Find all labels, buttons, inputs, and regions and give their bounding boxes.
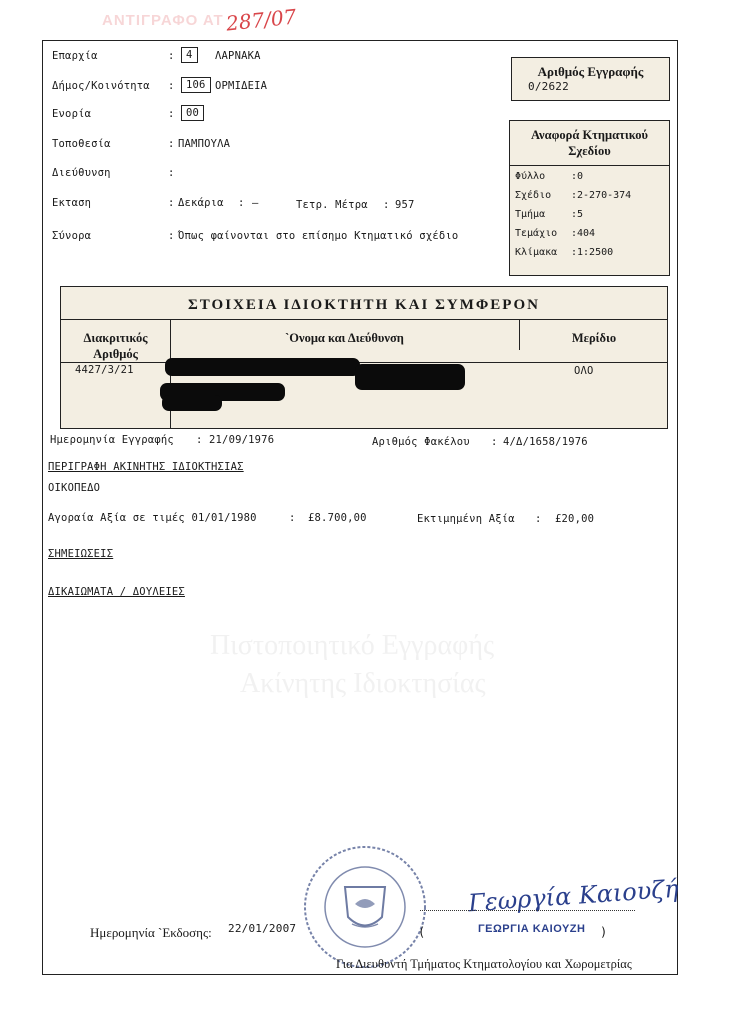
dimos-code: 106 xyxy=(181,77,211,93)
col-header-share: Μερίδιο xyxy=(571,331,617,345)
description-heading: ΠΕΡΙΓΡΑΦΗ ΑΚΙΝΗΤΗΣ ΙΔΙΟΚΤΗΣΙΑΣ xyxy=(48,461,244,473)
issue-label: Ημερομηνία `Εκδοσης: xyxy=(90,925,212,940)
footer-text: Για Διευθυντή Τμήματος Κτηματολογίου και Χωρομετρίας xyxy=(336,957,632,971)
dimos-value: ΟΡΜΙΔΕΙΑ xyxy=(215,80,268,92)
label-eparchia: Επαρχία xyxy=(52,50,98,62)
handwritten-reference: 287/07 xyxy=(224,4,298,36)
redaction-bar xyxy=(162,395,222,411)
eparchia-code: 4 xyxy=(181,47,198,63)
topothesia-value: ΠΑΜΠΟΥΛΑ xyxy=(178,138,231,150)
estimated-value-label: Εκτιμημένη Αξία xyxy=(417,513,515,525)
watermark-line-2: Ακίνητης Ιδιοκτησίας xyxy=(240,668,486,699)
file-value: 4/Δ/1658/1976 xyxy=(503,436,588,448)
colon: : xyxy=(168,108,175,120)
cadastral-row xyxy=(515,247,613,258)
redaction-bar xyxy=(355,364,465,390)
eparchia-value: ΛΑΡΝΑΚΑ xyxy=(215,50,261,62)
file-label: Αριθμός Φακέλου xyxy=(372,436,470,448)
colon: : xyxy=(196,434,203,446)
colon: : xyxy=(168,230,175,242)
cadastral-row-value: :0 xyxy=(571,171,584,182)
colon: : xyxy=(289,512,296,524)
col-header-id-1: Διακριτικός xyxy=(83,331,148,345)
colon: : xyxy=(168,138,175,150)
estimated-value: £20,00 xyxy=(555,513,595,525)
watermark-line-1: Πιστοποιητικό Εγγραφής xyxy=(210,630,495,661)
colon: : xyxy=(168,167,175,179)
cadastral-title-1: Αναφορά Κτηματικού xyxy=(530,128,649,142)
registration-title: Αριθμός Εγγραφής xyxy=(537,64,644,79)
label-enoria: Ενορία xyxy=(52,108,92,120)
cadastral-row-label: Φύλλο xyxy=(515,171,546,182)
signature-handwritten: Γεωργία Καιουζή xyxy=(467,874,680,918)
owners-table xyxy=(60,286,668,429)
label-ektasi: Εκταση xyxy=(52,197,92,209)
dekaria-value: — xyxy=(252,197,259,209)
enoria-code: 00 xyxy=(181,105,204,121)
colon: : xyxy=(383,199,390,211)
cadastral-row-label: Τεμάχιο xyxy=(515,228,558,239)
signature-open-paren: ( xyxy=(418,925,426,939)
issue-date: 22/01/2007 xyxy=(228,922,297,935)
cadastral-panel xyxy=(509,120,670,276)
registration-number: 0/2622 xyxy=(528,80,569,93)
colon: : xyxy=(168,50,175,62)
signature-name: ΓΕΩΡΓΙΑ ΚΑΙΟΥΖΗ xyxy=(478,923,586,935)
cadastral-row xyxy=(515,171,583,182)
cadastral-row-value: :1:2500 xyxy=(571,247,614,258)
signature-line xyxy=(420,910,635,911)
owners-title: ΣΤΟΙΧΕΙΑ ΙΔΙΟΚΤΗΤΗ ΚΑΙ ΣΥΜΦΕΡΟΝ xyxy=(188,297,540,313)
signature-close-paren: ) xyxy=(600,925,608,939)
label-synora: Σύνορα xyxy=(52,230,92,242)
metra-value: 957 xyxy=(395,199,415,211)
cadastral-row xyxy=(515,190,631,201)
registration-panel xyxy=(511,57,670,101)
dekaria-label: Δεκάρια xyxy=(178,197,224,209)
cadastral-row-label: Σχέδιο xyxy=(515,190,552,201)
cadastral-row-value: :5 xyxy=(571,209,584,220)
description-type: ΟΙΚΟΠΕΔΟ xyxy=(48,482,101,494)
label-dieuthynsi: Διεύθυνση xyxy=(52,167,111,179)
colon: : xyxy=(535,513,542,525)
col-header-name: `Ονομα και Διεύθυνση xyxy=(285,331,404,345)
notes-heading: ΣΗΜΕΙΩΣΕΙΣ xyxy=(48,548,114,560)
colon: : xyxy=(168,197,175,209)
cadastral-row-value: :2-270-374 xyxy=(571,190,632,201)
owner-share: ΟΛΟ xyxy=(574,365,594,377)
reg-date-label: Ημερομηνία Εγγραφής xyxy=(50,434,174,446)
synora-value: Όπως φαίνονται στο επίσημο Κτηματικό σχέδιο xyxy=(178,230,459,242)
cadastral-row xyxy=(515,209,583,220)
label-topothesia: Τοποθεσία xyxy=(52,138,111,150)
cadastral-row-label: Τμήμα xyxy=(515,209,546,220)
cadastral-title-2: Σχεδίου xyxy=(568,144,611,158)
redaction-bar xyxy=(165,358,360,376)
market-value: £8.700,00 xyxy=(308,512,367,524)
cadastral-row-label: Κλίμακα xyxy=(515,247,558,258)
market-value-label: Αγοραία Αξία σε τιμές 01/01/1980 xyxy=(48,512,257,524)
faded-stamp-text: ΑΝΤΙΓΡΑΦΟ ΑΤ xyxy=(102,12,224,29)
metra-label: Τετρ. Μέτρα xyxy=(296,199,368,211)
official-seal xyxy=(300,842,430,972)
cadastral-row xyxy=(515,228,595,239)
colon: : xyxy=(491,436,498,448)
reg-date-value: 21/09/1976 xyxy=(209,434,275,446)
col-header-id-2: Αριθμός xyxy=(93,347,138,361)
rights-heading: ΔΙΚΑΙΩΜΑΤΑ / ΔΟΥΛΕΙΕΣ xyxy=(48,586,185,598)
cadastral-row-value: :404 xyxy=(571,228,596,239)
label-dimos: Δήμος/Κοινότητα xyxy=(52,80,150,92)
owner-id: 4427/3/21 xyxy=(75,364,134,376)
colon: : xyxy=(238,197,245,209)
colon: : xyxy=(168,80,175,92)
